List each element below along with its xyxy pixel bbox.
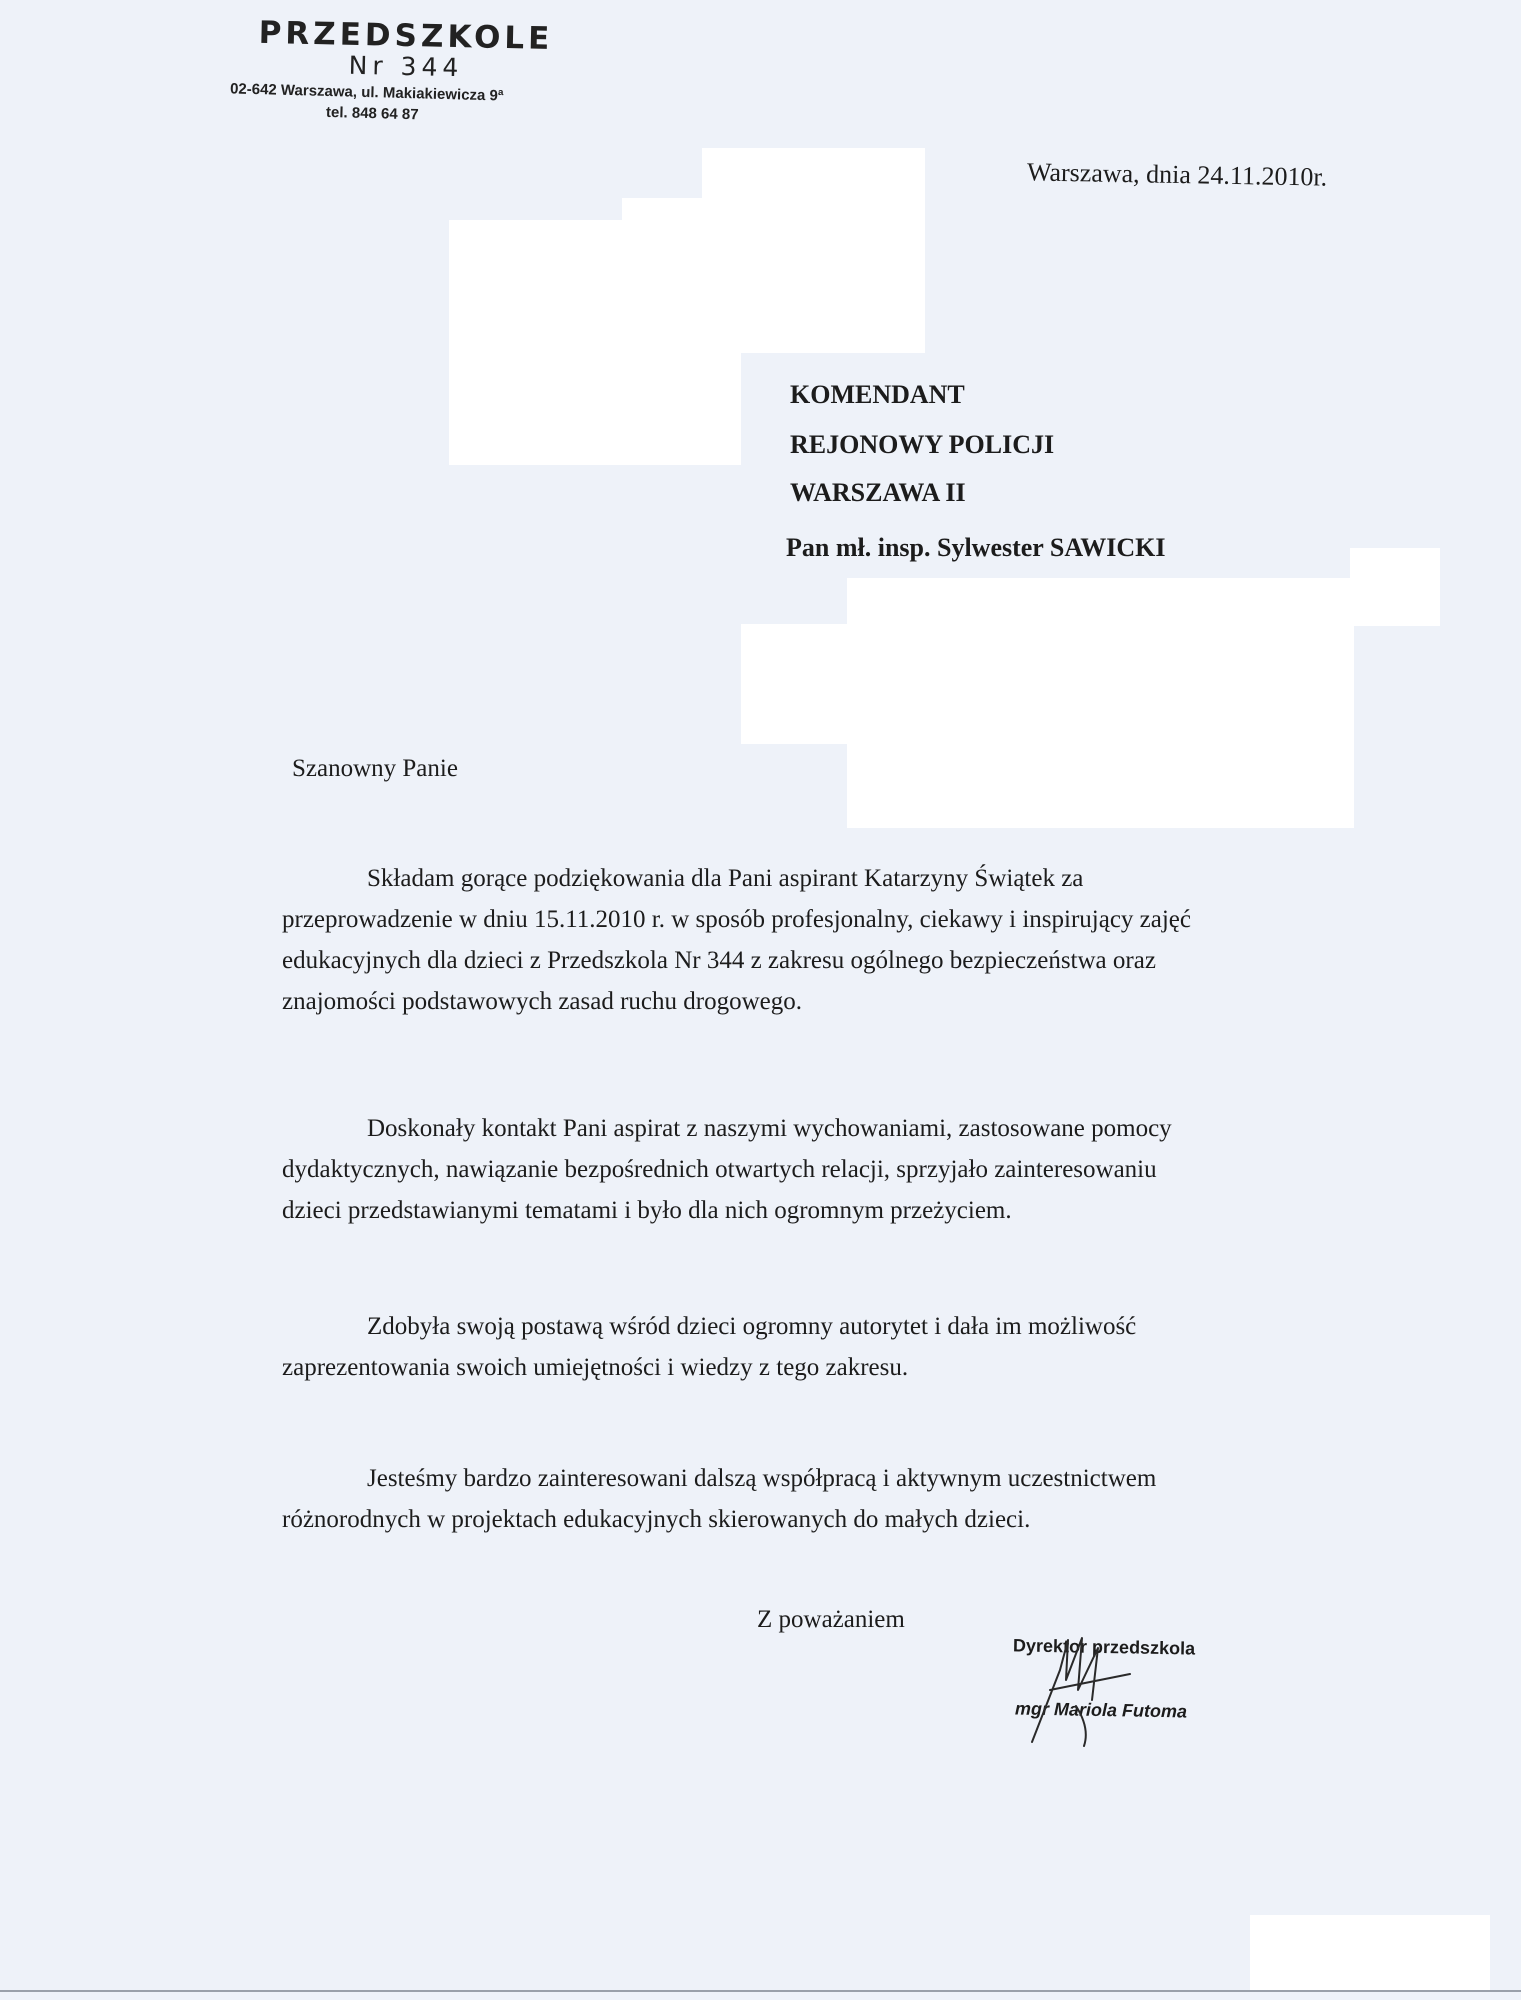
recipient-line-4: Pan mł. insp. Sylwester SAWICKI [786, 533, 1166, 562]
paragraph-line: zaprezentowania swoich umiejętności i wiedzy z tego zakresu. [282, 1354, 909, 1381]
redaction-block [449, 220, 741, 465]
paragraph-line: różnorodnych w projektach edukacyjnych skierowanych do małych dzieci. [282, 1506, 1031, 1533]
stamp-name: PRZEDSZKOLE [258, 14, 554, 58]
paragraph-line: Jesteśmy bardzo zainteresowani dalszą współpracą i aktywnym uczestnictwem [367, 1465, 1157, 1492]
paragraph-line: dzieci przedstawianymi tematami i było dla nich ogromnym przeżyciem. [282, 1197, 1012, 1224]
paragraph-line: Zdobyła swoją postawą wśród dzieci ogromny autorytet i dała im możliwość [367, 1313, 1137, 1340]
recipient-line-2: REJONOWY POLICJI [790, 430, 1055, 459]
paragraph-3 [282, 1306, 1327, 1388]
redaction-block [741, 624, 1353, 744]
recipient-line-1: KOMENDANT [790, 380, 965, 409]
signature-title: Dyrektor przedszkola [1012, 1635, 1196, 1659]
stamp-number: Nr 344 [348, 50, 464, 83]
paragraph-line: przeprowadzenie w dniu 15.11.2010 r. w sposób profesjonalny, ciekawy i inspirujący zajęć [282, 906, 1191, 933]
stamp-address: 02-642 Warszawa, ul. Makiakiewicza 9ª [229, 80, 504, 105]
stamp-phone: tel. 848 64 87 [325, 103, 419, 124]
paragraph-line: dydaktycznych, nawiązanie bezpośrednich otwartych relacji, sprzyjało zainteresowaniu [282, 1156, 1157, 1183]
redaction-block [1350, 548, 1440, 626]
handwritten-signature [1020, 1630, 1140, 1750]
paragraph-1 [282, 858, 1327, 1022]
redaction-block [1250, 1915, 1490, 1990]
paragraph-4 [282, 1458, 1327, 1540]
recipient-line-3: WARSZAWA II [790, 478, 966, 507]
paragraph-line: edukacyjnych dla dzieci z Przedszkola Nr 344 z zakresu ogólnego bezpieczeństwa oraz [282, 947, 1156, 974]
letter-date: Warszawa, dnia 24.11.2010r. [1026, 157, 1328, 192]
paragraph-line: Składam gorące podziękowania dla Pani aspirant Katarzyny Świątek za [367, 865, 1084, 892]
paragraph-2 [282, 1108, 1327, 1231]
signature-name: mgr Mariola Futoma [1014, 1698, 1188, 1722]
paragraph-line: znajomości podstawowych zasad ruchu drogowego. [282, 988, 802, 1015]
greeting: Szanowny Panie [292, 755, 458, 782]
school-stamp [226, 14, 586, 124]
scan-edge-line [0, 1990, 1521, 1992]
paragraph-line: Doskonały kontakt Pani aspirat z naszymi wychowaniami, zastosowane pomocy [367, 1115, 1172, 1142]
closing: Z poważaniem [757, 1606, 905, 1633]
